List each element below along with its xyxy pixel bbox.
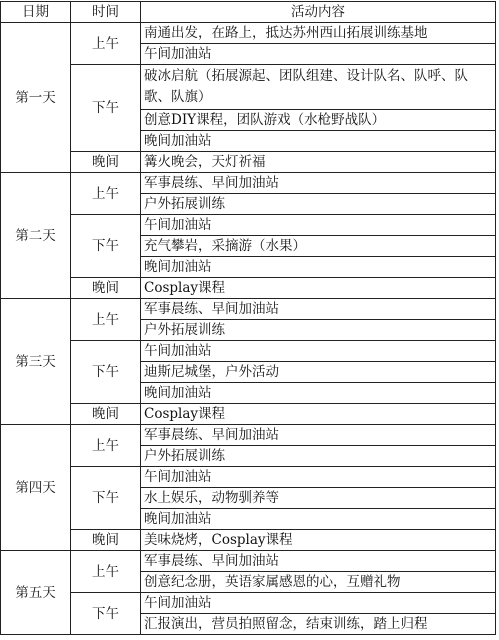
period-evening: 晚间 [71, 530, 141, 551]
activity-cell: 晚间加油站 [141, 509, 496, 530]
period-evening: 晚间 [71, 404, 141, 425]
activity-cell: 南通出发，在路上，抵达苏州西山拓展训练基地 [141, 23, 496, 44]
table-row [1, 530, 496, 551]
schedule-table [0, 1, 496, 635]
period-morning: 上午 [71, 173, 141, 215]
activity-cell: 户外拓展训练 [141, 320, 496, 341]
table-row [1, 65, 496, 110]
table-row [1, 278, 496, 299]
activity-cell: 迪斯尼城堡，户外活动 [141, 362, 496, 383]
table-row [1, 404, 496, 425]
activity-cell: 晚间加油站 [141, 383, 496, 404]
table-row [1, 467, 496, 488]
activity-cell: 户外拓展训练 [141, 446, 496, 467]
activity-cell: 户外拓展训练 [141, 194, 496, 215]
period-afternoon: 下午 [71, 467, 141, 530]
day-label-5: 第五天 [1, 551, 71, 635]
table-row [1, 341, 496, 362]
activity-cell: 汇报演出，营员拍照留念，结束训练，踏上归程 [141, 614, 496, 635]
table-row [1, 425, 496, 446]
activity-cell: 破冰启航（拓展源起、团队组建、设计队名、队呼、队歌、队旗） [141, 65, 496, 110]
activity-cell: Cosplay课程 [141, 278, 496, 299]
table-row [1, 173, 496, 194]
table-row [1, 551, 496, 572]
activity-cell: 创意DIY课程，团队游戏（水枪野战队） [141, 110, 496, 131]
activity-cell: 军事晨练、早间加油站 [141, 299, 496, 320]
period-morning: 上午 [71, 551, 141, 593]
activity-cell: 创意纪念册，英语家属感恩的心，互赠礼物 [141, 572, 496, 593]
table-row [1, 299, 496, 320]
day-label-2: 第二天 [1, 173, 71, 299]
activity-cell: 午间加油站 [141, 44, 496, 65]
period-afternoon: 下午 [71, 593, 141, 635]
day-label-4: 第四天 [1, 425, 71, 551]
period-evening: 晚间 [71, 152, 141, 173]
activity-cell: 水上娱乐，动物驯养等 [141, 488, 496, 509]
table-row [1, 152, 496, 173]
activity-cell: Cosplay课程 [141, 404, 496, 425]
activity-cell: 军事晨练、早间加油站 [141, 551, 496, 572]
table-row [1, 23, 496, 44]
period-afternoon: 下午 [71, 65, 141, 152]
activity-cell: 午间加油站 [141, 341, 496, 362]
period-morning: 上午 [71, 23, 141, 65]
day-label-3: 第三天 [1, 299, 71, 425]
activity-cell: 午间加油站 [141, 215, 496, 236]
activity-cell: 军事晨练、早间加油站 [141, 425, 496, 446]
day-label-1: 第一天 [1, 23, 71, 173]
period-morning: 上午 [71, 425, 141, 467]
header-row [1, 2, 496, 23]
activity-cell: 军事晨练、早间加油站 [141, 173, 496, 194]
activity-cell: 晚间加油站 [141, 131, 496, 152]
activity-cell: 午间加油站 [141, 467, 496, 488]
header-day: 日期 [1, 2, 71, 23]
activity-cell: 充气攀岩，采摘游（水果） [141, 236, 496, 257]
period-morning: 上午 [71, 299, 141, 341]
activity-cell: 篝火晚会，天灯祈福 [141, 152, 496, 173]
header-content: 活动内容 [141, 2, 496, 23]
period-evening: 晚间 [71, 278, 141, 299]
activity-cell: 晚间加油站 [141, 257, 496, 278]
period-afternoon: 下午 [71, 215, 141, 278]
table-row [1, 593, 496, 614]
table-row [1, 215, 496, 236]
header-time: 时间 [71, 2, 141, 23]
period-afternoon: 下午 [71, 341, 141, 404]
activity-cell: 午间加油站 [141, 593, 496, 614]
activity-cell: 美味烧烤，Cosplay课程 [141, 530, 496, 551]
